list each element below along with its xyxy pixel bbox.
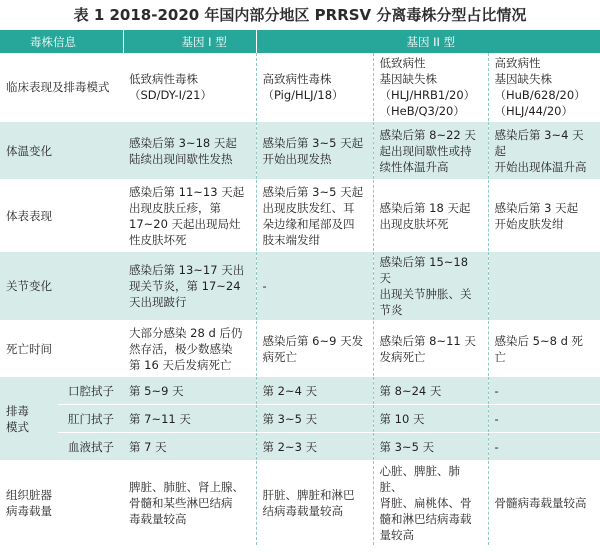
cell-death-g2a: 感染后第 6~9 天发 病死亡 — [256, 321, 373, 377]
cell-joint-g1: 感染后第 13~17 天出 现关节炎，第 17~24 天出现跛行 — [123, 252, 256, 321]
cell-joint-g2b: 感染后第 15~18 天 出现关节肿胀、关 节炎 — [373, 252, 488, 321]
cell-blood-g2a: 第 2~3 天 — [256, 433, 373, 461]
cell-clinical-g2a: 高致病性毒株 （Pig/HLJ/18） — [256, 53, 373, 122]
cell-skin-g2a: 感染后第 3~5 天起 出现皮肤发红、耳 朵边缘和尾部及四 肢末端发绀 — [256, 180, 373, 252]
cell-anal-g2c: - — [488, 405, 600, 433]
cell-load-g2b: 心脏、脾脏、肺脏、 肾脏、扁桃体、骨 髓和淋巴结病毒载 量较高 — [373, 461, 488, 546]
row-label-load: 组织脏器 病毒载量 — [0, 461, 123, 546]
cell-temp-g2c: 感染后第 3~4 天起 开始出现体温升高 — [488, 122, 600, 180]
cell-clinical-g2b: 低致病性 基因缺失株 （HLJ/HRB1/20） （HeB/Q3/20） — [373, 53, 488, 122]
row-label-death: 死亡时间 — [0, 321, 123, 377]
row-label-anal: 肛门拭子 — [58, 405, 123, 433]
cell-load-g1: 脾脏、肺脏、肾上腺、 骨髓和某些淋巴结病 毒载量较高 — [123, 461, 256, 546]
strain-table — [0, 30, 600, 546]
cell-load-g2a: 肝脏、脾脏和淋巴 结病毒载量较高 — [256, 461, 373, 546]
cell-blood-g2b: 第 3~5 天 — [373, 433, 488, 461]
row-label-temp: 体温变化 — [0, 122, 123, 180]
cell-blood-g2c: - — [488, 433, 600, 461]
cell-oral-g2a: 第 2~4 天 — [256, 377, 373, 405]
cell-blood-g1: 第 7 天 — [123, 433, 256, 461]
cell-skin-g1: 感染后第 11~13 天起 出现皮肤丘疹，第 17~20 天起出现局灶 性皮肤坏死 — [123, 180, 256, 252]
cell-anal-g1: 第 7~11 天 — [123, 405, 256, 433]
cell-skin-g2b: 感染后第 18 天起 出现皮肤坏死 — [373, 180, 488, 252]
row-label-skin: 体表表现 — [0, 180, 123, 252]
row-label-shedding: 排毒 模式 — [0, 377, 58, 461]
cell-death-g2c: 感染后 5~8 d 死亡 — [488, 321, 600, 377]
cell-temp-g2a: 感染后第 3~5 天起 开始出现发热 — [256, 122, 373, 180]
row-label-oral: 口腔拭子 — [58, 377, 123, 405]
cell-death-g2b: 感染后第 8~11 天 发病死亡 — [373, 321, 488, 377]
cell-oral-g1: 第 5~9 天 — [123, 377, 256, 405]
cell-joint-g2c — [488, 252, 600, 321]
cell-temp-g2b: 感染后第 8~22 天 起出现间歇性或持 续性体温升高 — [373, 122, 488, 180]
row-label-clinical: 临床表现及排毒模式 — [0, 53, 123, 122]
table-caption: 表 1 2018-2020 年国内部分地区 PRRSV 分离毒株分型占比情况 — [73, 6, 527, 24]
cell-death-g1: 大部分感染 28 d 后仍 然存活，极少数感染 第 16 天后发病死亡 — [123, 321, 256, 377]
row-label-joint: 关节变化 — [0, 252, 123, 321]
cell-oral-g2b: 第 8~24 天 — [373, 377, 488, 405]
cell-skin-g2c: 感染后第 3 天起 开始皮肤发绀 — [488, 180, 600, 252]
row-label-blood: 血液拭子 — [58, 433, 123, 461]
cell-joint-g2a: - — [256, 252, 373, 321]
header-strain-info: 毒株信息 — [0, 30, 123, 53]
header-gene1: 基因 I 型 — [123, 30, 256, 53]
cell-anal-g2a: 第 3~5 天 — [256, 405, 373, 433]
cell-temp-g1: 感染后第 3~18 天起 陆续出现间歇性发热 — [123, 122, 256, 180]
cell-anal-g2b: 第 10 天 — [373, 405, 488, 433]
cell-oral-g2c: - — [488, 377, 600, 405]
header-gene2: 基因 II 型 — [256, 30, 600, 53]
cell-clinical-g2c: 高致病性 基因缺失株 （HuB/628/20） （HLJ/44/20） — [488, 53, 600, 122]
cell-clinical-g1: 低致病性毒株 （SD/DY-I/21） — [123, 53, 256, 122]
cell-load-g2c: 骨髓病毒载量较高 — [488, 461, 600, 546]
